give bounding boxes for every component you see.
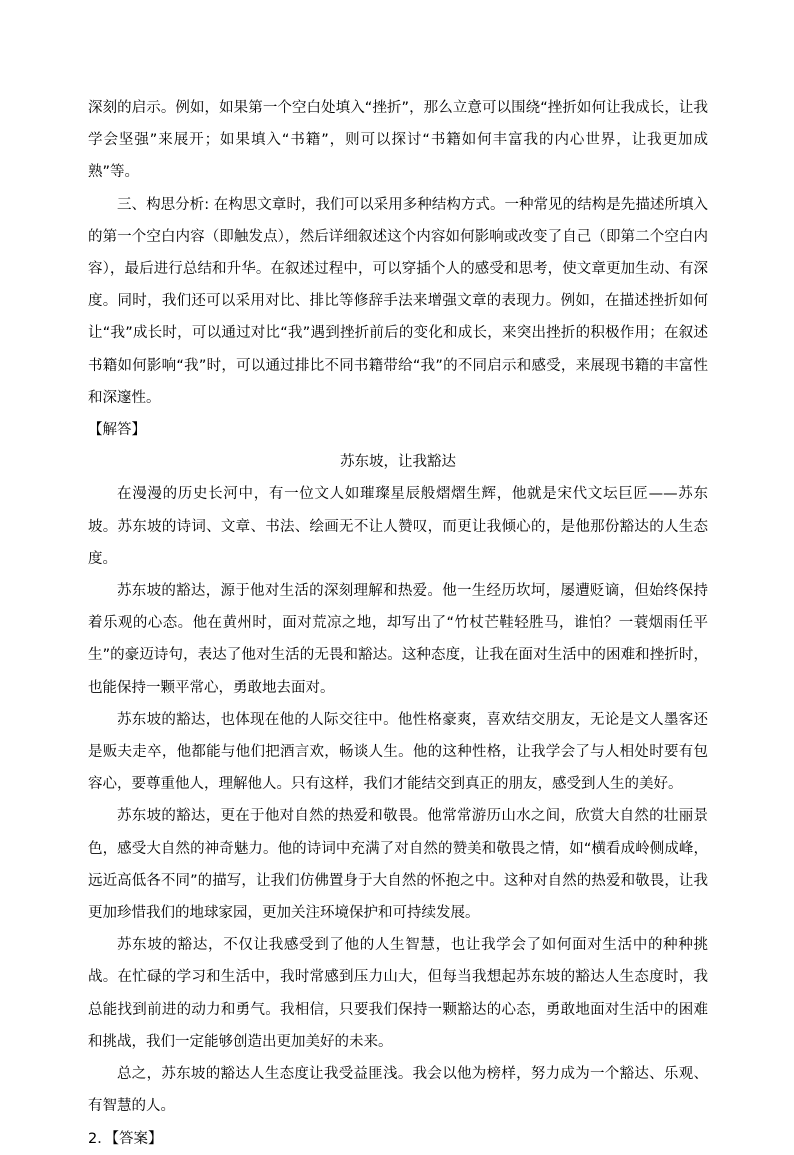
essay-paragraph-intro: 在漫漫的历史长河中，有一位文人如璀璨星辰般熠熠生辉，他就是宋代文坛巨匠——苏东坡。苏东坡的诗词、文章、书法、绘画无不让人赞叹，而更让我倾心的，是他那份豁达的人生态度。 bbox=[88, 486, 708, 567]
paragraph-idea-examples: 深刻的启示。例如，如果第一个空白处填入“挫折”，那么立意可以围绕“挫折如何让我成长，让我学会坚强”来展开；如果填入“书籍”，则可以探讨“书籍如何丰富我的内心世界，让我更加成熟”等。 bbox=[88, 100, 708, 181]
essay-title: 苏东坡，让我豁达 bbox=[340, 454, 456, 471]
document-body bbox=[88, 92, 708, 1155]
essay-paragraph-relationships: 苏东坡的豁达，也体现在他的人际交往中。他性格豪爽，喜欢结交朋友，无论是文人墨客还是贩夫走卒，他都能与他们把酒言欢，畅谈人生。他的这种性格，让我学会了与人相处时要有包容心，要尊重他人，理解他人。只有这样，我们才能结交到真正的朋友，感受到人生的美好。 bbox=[88, 711, 708, 793]
essay-paragraph-conclusion: 总之，苏东坡的豁达人生态度让我受益匪浅。我会以他为榜样，努力成为一个豁达、乐观、有智慧的人。 bbox=[88, 1066, 708, 1115]
paragraph-structure-analysis: 三、构思分析: 在构思文章时，我们可以采用多种结构方式。一种常见的结构是先描述所填入的第一个空白内容（即触发点），然后详细叙述这个内容如何影响或改变了自己（即第二个空白内容），最后进行总结和升华。在叙述过程中，可以穿插个人的感受和思考，使文章更加生动、有深度。同时，我们还可以采用对比、排比等修辞手法来增强文章的表现力。例如，在描述挫折如何让“我”成长时，可以通过对比“我”遇到挫折前后的变化和成长，来突出挫折的积极作用；在叙述书籍如何影响“我”时，可以通过排比不同书籍带给“我”的不同启示和感受，来展现书籍的丰富性和深邃性。 bbox=[88, 196, 708, 406]
essay-paragraph-nature: 苏东坡的豁达，更在于他对自然的热爱和敬畏。他常常游历山水之间，欣赏大自然的壮丽景色，感受大自然的神奇魅力。他的诗词中充满了对自然的赞美和敬畏之情，如“横看成岭侧成峰，远近高低各不同”的描写，让我们仿佛置身于大自然的怀抱之中。这种对自然的热爱和敬畏，让我更加珍惜我们的地球家园，更加关注环境保护和可持续发展。 bbox=[88, 808, 708, 922]
essay-paragraph-life-attitude: 苏东坡的豁达，源于他对生活的深刻理解和热爱。他一生经历坎坷，屡遭贬谪，但始终保持着乐观的心态。他在黄州时，面对荒凉之地，却写出了“竹杖芒鞋轻胜马，谁怕？一蓑烟雨任平生”的豪迈诗句，表达了他对生活的无畏和豁达。这种态度，让我在面对生活中的困难和挫折时，也能保持一颗平常心，勇敢地去面对。 bbox=[88, 583, 708, 696]
essay-paragraph-challenges: 苏东坡的豁达，不仅让我感受到了他的人生智慧，也让我学会了如何面对生活中的种种挑战。在忙碌的学习和生活中，我时常感到压力山大，但每当我想起苏东坡的豁达人生态度时，我总能找到前进的动力和勇气。我相信，只要我们保持一颗豁达的心态，勇敢地面对生活中的困难和挑战，我们一定能够创造出更加美好的未来。 bbox=[88, 937, 708, 1050]
question-number-answer: 2．【答案】 bbox=[88, 1130, 163, 1147]
section-heading-answer: 【解答】 bbox=[88, 422, 146, 439]
